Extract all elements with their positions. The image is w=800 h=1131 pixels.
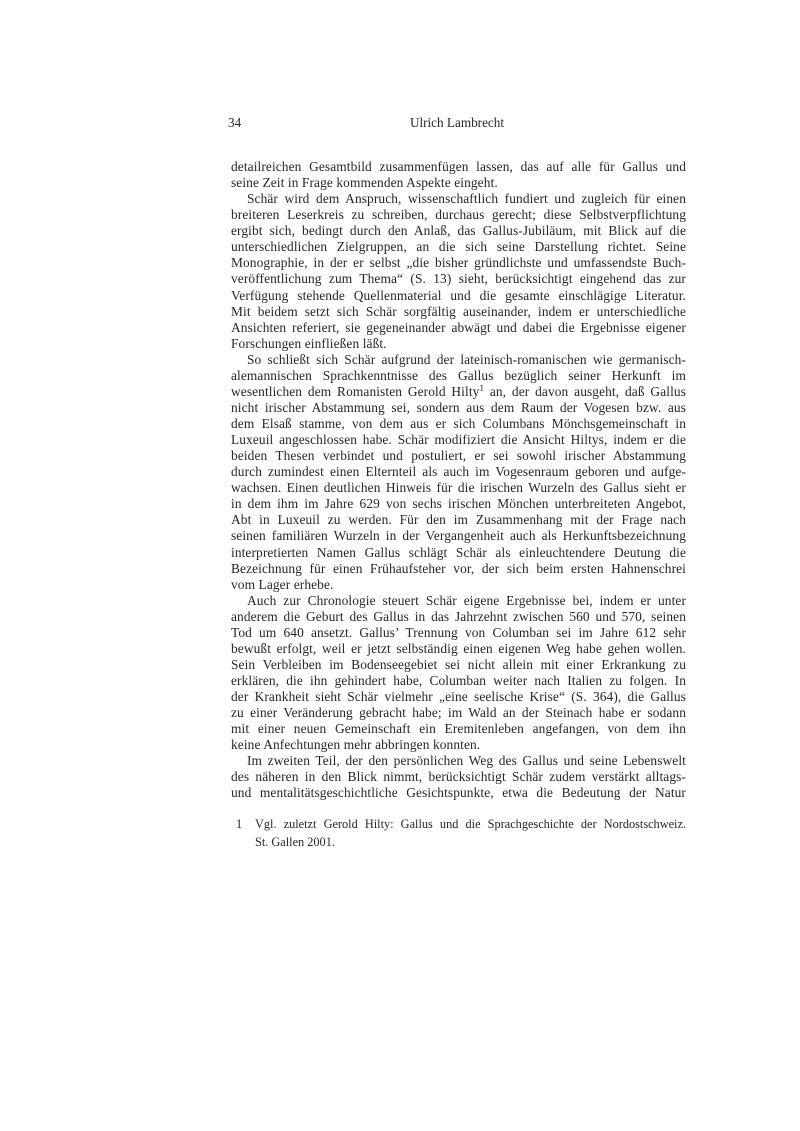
text-line: zu einer Veränderung gebracht habe; im Wald an der Steinach habe er sodann (231, 705, 686, 721)
text-line: alemannischen Sprachkenntnisse des Gallus bezüglich seiner Herkunft im (231, 367, 686, 383)
text-line: Tod um 640 ansetzt. Gallus’ Trennung von Columban sei im Jahre 612 sehr (231, 624, 686, 640)
text-line: veröffentlichung zum Thema“ (S. 13) sieht, berücksichtigt eingehend das zur (231, 271, 686, 287)
text-line: anderem die Geburt des Gallus in das Jahrzehnt zwischen 560 und 570, seinen (231, 608, 686, 624)
footnote-text (255, 816, 686, 851)
paragraph (231, 191, 686, 352)
text-line: Forschungen einfließen läßt. (231, 335, 387, 351)
text-line: wachsen. Einen deutlichen Hinweis für die irischen Wurzeln des Gallus sieht er (231, 480, 686, 496)
text-line: des näheren in den Blick nimmt, berücksichtigt Schär zudem verstärkt alltags- (231, 769, 686, 785)
text-line: seinen familiären Wurzeln in der Vergangenheit auch als Herkunftsbezeichnung (231, 528, 686, 544)
text-line: unterschiedlichen Zielgruppen, an die sich seine Darstellung richtet. Seine (231, 239, 686, 255)
text-line: Monographie, in der er selbst „die bisher gründlichste und umfassendste Buch- (231, 255, 686, 271)
footnote (231, 816, 686, 851)
text-line: vom Lager erhebe. (231, 576, 334, 592)
text-line: der Krankheit sieht Schär vielmehr „eine seelische Krise“ (S. 364), die Gallus (231, 689, 686, 705)
text-line: Vgl. zuletzt Gerold Hilty: Gallus und die Sprachgeschichte der Nordostschweiz. (255, 817, 686, 831)
text-line: detailreichen Gesamtbild zusammenfügen lassen, das auf alle für Gallus und (231, 159, 686, 174)
text-line: ergibt sich, bedingt durch den Anlaß, das Gallus-Jubiläum, mit Blick auf die (231, 223, 686, 239)
text-block (231, 159, 686, 802)
text-line: Schär wird dem Anspruch, wissenschaftlich fundiert und zugleich für einen (247, 191, 686, 207)
text-line: seine Zeit in Frage kommenden Aspekte eingeht. (231, 175, 498, 191)
text-line: Abt in Luxeuil zu werden. Für den im Zusammenhang mit der Frage nach (231, 512, 686, 528)
running-title: Ulrich Lambrecht (409, 115, 505, 130)
text-line: Ansichten referiert, sie gegeneinander abwägt und dabei die Ergebnisse eigener (231, 319, 686, 335)
text-line: mit einer neuen Gemeinschaft ein Eremitenleben angefangen, von dem ihn (231, 721, 686, 737)
text-line: Luxeuil angeschlossen habe. Schär modifiziert die Ansicht Hiltys, indem er die (231, 432, 686, 448)
paragraph (231, 593, 686, 754)
paragraph (231, 753, 686, 801)
text-line: in dem ihm im Jahre 629 von sechs irischen Mönchen unterbreiteten Angebot, (231, 496, 686, 512)
text-line: nicht irischer Abstammung sei, sondern aus dem Raum der Vogesen bzw. aus (231, 399, 686, 415)
text-line: wesentlichen dem Romanisten Gerold Hilty$^1$ an, der davon ausgeht, daß Gallus (231, 383, 686, 399)
text-line: So schließt sich Schär aufgrund der lateinisch-romanischen wie germanisch- (247, 351, 686, 367)
text-line: dem Elsaß stamme, von dem aus er sich Columbans Mönchsgemeinschaft in (231, 416, 686, 431)
footnote-number: 1 (236, 817, 243, 831)
paragraph (231, 159, 686, 191)
text-line: beiden Thesen verbindet und postuliert, er sei sowohl irischer Abstammung (231, 448, 686, 464)
text-line: bewußt erfolgt, weil er jetzt selbständig einen eigenen Weg habe gehen wollen. (231, 640, 686, 656)
text-line: Verfügung stehende Quellenmaterial und die gesamte einschlägige Literatur. (231, 287, 686, 303)
text-line: St. Gallen 2001. (255, 834, 335, 849)
running-header (228, 114, 686, 131)
footnote-marker: 1 (479, 383, 485, 394)
text-line: Mit beidem setzt sich Schär sorgfältig auseinander, indem er unterschiedliche (231, 303, 686, 319)
text-line: breiteren Leserkreis zu schreiben, durchaus gerecht; diese Selbstverpflichtung (231, 207, 686, 223)
text-line: Auch zur Chronologie steuert Schär eigene Ergebnisse bei, indem er unter (247, 592, 686, 608)
text-line: durch zumindest einen Elternteil als auch im Vogesenraum geboren und aufge- (231, 464, 686, 480)
text-line: keine Anfechtungen mehr abbringen konnten. (231, 737, 481, 753)
text-line: Sein Verbleiben im Bodenseegebiet sei nicht allein mit einer Erkrankung zu (231, 656, 686, 672)
text-line: Bezeichnung für einen Frühaufsteher vor, der sich beim ersten Hahnenschrei (231, 560, 686, 576)
text-line: interpretierten Namen Gallus schlägt Schär als einleuchtendere Deutung die (231, 544, 686, 560)
text-line: erklären, die ihn gehindert habe, Columban weiter nach Italien zu folgen. In (231, 673, 686, 688)
paragraph (231, 352, 686, 593)
page-number: 34 (228, 115, 242, 130)
text-line: Im zweiten Teil, der den persönlichen Weg des Gallus und seine Lebenswelt (247, 753, 686, 769)
text-line: und mentalitätsgeschichtliche Gesichtspunkte, etwa die Bedeutung der Natur (231, 785, 686, 801)
